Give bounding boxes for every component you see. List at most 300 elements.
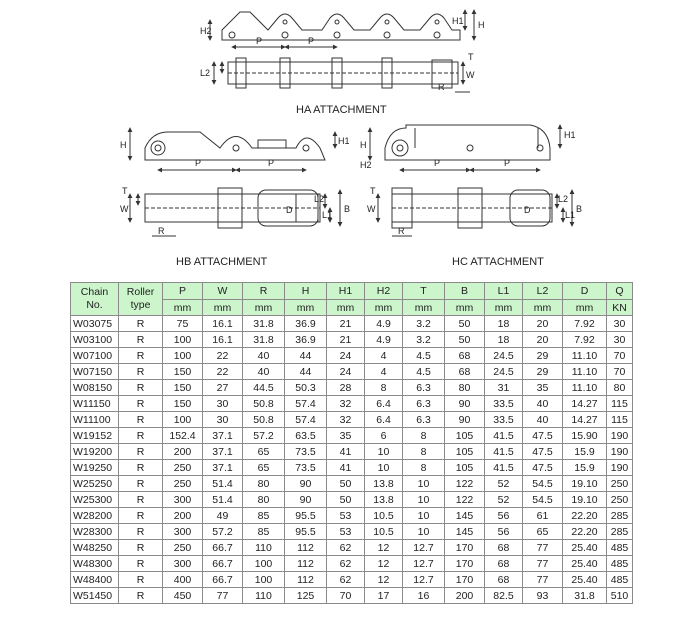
attachment-drawings: [0, 0, 692, 280]
header-unit: mm: [243, 300, 285, 316]
table-cell: R: [119, 396, 163, 412]
table-cell: 62: [327, 540, 365, 556]
table-cell: 40: [243, 348, 285, 364]
dim-l1: L1: [565, 210, 576, 220]
table-cell: 56: [485, 508, 523, 524]
dim-h: H: [478, 20, 485, 30]
table-cell: 450: [163, 588, 203, 604]
table-cell: 31.8: [563, 588, 607, 604]
table-cell: 510: [607, 588, 633, 604]
table-cell: 95.5: [285, 508, 327, 524]
table-cell: 110: [243, 588, 285, 604]
table-cell: 50.3: [285, 380, 327, 396]
dim-d: D: [286, 205, 293, 215]
table-cell: 10.5: [365, 524, 403, 540]
table-cell: 31.8: [243, 332, 285, 348]
dim-w: W: [120, 204, 129, 214]
dim-h: H: [120, 140, 127, 150]
table-cell: 11.10: [563, 348, 607, 364]
table-cell: 11.10: [563, 364, 607, 380]
header-h2: H2: [365, 283, 403, 300]
caption-ha-attachment: HA ATTACHMENT: [296, 104, 387, 116]
table-cell: R: [119, 556, 163, 572]
table-cell: 77: [523, 556, 563, 572]
header-unit: mm: [285, 300, 327, 316]
table-row: [71, 348, 633, 364]
table-cell: 6: [365, 428, 403, 444]
table-cell: 50.8: [243, 412, 285, 428]
table-cell: 4.5: [403, 348, 445, 364]
table-cell: R: [119, 428, 163, 444]
header-w: W: [203, 283, 243, 300]
dim-t: T: [122, 186, 128, 196]
table-cell: 61: [523, 508, 563, 524]
table-cell: 56: [485, 524, 523, 540]
table-cell: 15.9: [563, 444, 607, 460]
table-cell: 66.7: [203, 556, 243, 572]
table-cell: 90: [285, 492, 327, 508]
table-cell: 31.8: [243, 316, 285, 332]
table-cell: 6.3: [403, 380, 445, 396]
table-cell: 15.90: [563, 428, 607, 444]
chain-model-cell: W51450: [71, 588, 119, 604]
table-cell: 32: [327, 396, 365, 412]
table-cell: R: [119, 572, 163, 588]
dim-h2: H2: [200, 26, 212, 36]
table-cell: 37.1: [203, 428, 243, 444]
table-cell: R: [119, 588, 163, 604]
table-cell: 65: [243, 460, 285, 476]
table-cell: 30: [607, 332, 633, 348]
table-cell: 54.5: [523, 492, 563, 508]
table-cell: 77: [523, 540, 563, 556]
header-b: B: [445, 283, 485, 300]
table-cell: 200: [445, 588, 485, 604]
chain-model-cell: W48250: [71, 540, 119, 556]
table-cell: 100: [163, 332, 203, 348]
table-cell: R: [119, 332, 163, 348]
table-cell: 12: [365, 556, 403, 572]
table-cell: R: [119, 492, 163, 508]
chain-model-cell: W25300: [71, 492, 119, 508]
table-cell: 47.5: [523, 428, 563, 444]
table-cell: 29: [523, 348, 563, 364]
table-cell: 22: [203, 364, 243, 380]
table-cell: 95.5: [285, 524, 327, 540]
table-cell: 53: [327, 508, 365, 524]
table-cell: 22.20: [563, 524, 607, 540]
table-cell: 62: [327, 556, 365, 572]
table-cell: 68: [485, 540, 523, 556]
table-cell: 70: [607, 348, 633, 364]
table-cell: 19.10: [563, 476, 607, 492]
header-unit: mm: [563, 300, 607, 316]
table-cell: 485: [607, 540, 633, 556]
table-cell: 15.9: [563, 460, 607, 476]
table-cell: 36.9: [285, 332, 327, 348]
chain-model-cell: W19152: [71, 428, 119, 444]
table-cell: 105: [445, 428, 485, 444]
header-unit: mm: [163, 300, 203, 316]
table-cell: 40: [523, 412, 563, 428]
table-cell: 41: [327, 444, 365, 460]
dim-h1: H1: [338, 136, 350, 146]
table-cell: 90: [285, 476, 327, 492]
table-cell: 10: [403, 476, 445, 492]
table-row: [71, 428, 633, 444]
table-cell: 35: [523, 380, 563, 396]
table-cell: 20: [523, 332, 563, 348]
table-cell: 75: [163, 316, 203, 332]
table-cell: 12.7: [403, 572, 445, 588]
table-cell: 250: [607, 476, 633, 492]
table-cell: 50: [327, 476, 365, 492]
table-cell: 30: [203, 396, 243, 412]
table-cell: 53: [327, 524, 365, 540]
table-cell: 40: [523, 396, 563, 412]
dim-r: R: [398, 226, 405, 236]
table-cell: 57.4: [285, 412, 327, 428]
table-cell: 37.1: [203, 460, 243, 476]
table-cell: 8: [403, 428, 445, 444]
table-cell: 4.5: [403, 364, 445, 380]
table-cell: R: [119, 540, 163, 556]
table-cell: 8: [403, 460, 445, 476]
table-cell: R: [119, 524, 163, 540]
table-cell: 25.40: [563, 540, 607, 556]
table-cell: 7.92: [563, 316, 607, 332]
dim-p: P: [256, 36, 263, 46]
table-cell: 49: [203, 508, 243, 524]
table-row: [71, 332, 633, 348]
header-unit: mm: [523, 300, 563, 316]
table-cell: 285: [607, 508, 633, 524]
table-row: [71, 444, 633, 460]
table-cell: 200: [163, 444, 203, 460]
header-q: Q: [607, 283, 633, 300]
dim-h: H: [360, 140, 367, 150]
table-cell: 190: [607, 444, 633, 460]
table-cell: 12: [365, 572, 403, 588]
table-row: [71, 380, 633, 396]
chain-model-cell: W07100: [71, 348, 119, 364]
table-cell: 33.5: [485, 396, 523, 412]
dim-w: W: [367, 204, 376, 214]
chain-model-cell: W28300: [71, 524, 119, 540]
table-cell: 65: [523, 524, 563, 540]
table-cell: 190: [607, 460, 633, 476]
dim-r: R: [438, 82, 445, 92]
table-cell: 285: [607, 524, 633, 540]
table-cell: 51.4: [203, 492, 243, 508]
table-cell: 150: [163, 396, 203, 412]
table-cell: 6.4: [365, 396, 403, 412]
table-cell: 47.5: [523, 460, 563, 476]
table-cell: 77: [203, 588, 243, 604]
header-h1: H1: [327, 283, 365, 300]
table-cell: 24: [327, 348, 365, 364]
table-cell: 68: [445, 364, 485, 380]
table-cell: 21: [327, 332, 365, 348]
table-cell: 27: [203, 380, 243, 396]
table-cell: 21: [327, 316, 365, 332]
table-cell: 145: [445, 508, 485, 524]
table-cell: 3.2: [403, 316, 445, 332]
table-cell: R: [119, 380, 163, 396]
table-cell: 41: [327, 460, 365, 476]
table-cell: 4.9: [365, 332, 403, 348]
hc-side-view: [370, 125, 560, 170]
table-cell: 85: [243, 524, 285, 540]
table-cell: 85: [243, 508, 285, 524]
table-cell: 20: [523, 316, 563, 332]
header-chain-no: Chain No.: [71, 283, 119, 316]
table-cell: 90: [445, 412, 485, 428]
table-cell: 22: [203, 348, 243, 364]
table-cell: R: [119, 348, 163, 364]
table-cell: R: [119, 460, 163, 476]
dim-t: T: [468, 52, 474, 62]
table-cell: R: [119, 444, 163, 460]
table-cell: 10: [403, 524, 445, 540]
table-cell: 66.7: [203, 572, 243, 588]
table-cell: 68: [445, 348, 485, 364]
table-cell: 125: [285, 588, 327, 604]
caption-hb-attachment: HB ATTACHMENT: [176, 256, 268, 268]
header-roller-type: Roller type: [119, 283, 163, 316]
table-cell: 41.5: [485, 428, 523, 444]
table-cell: 25.40: [563, 556, 607, 572]
table-cell: 3.2: [403, 332, 445, 348]
table-cell: 7.92: [563, 332, 607, 348]
header-d: D: [563, 283, 607, 300]
table-cell: 52: [485, 476, 523, 492]
table-row: [71, 460, 633, 476]
dim-b: B: [576, 204, 583, 214]
chain-model-cell: W25250: [71, 476, 119, 492]
dim-h1: H1: [452, 16, 464, 26]
table-row: [71, 508, 633, 524]
table-cell: R: [119, 316, 163, 332]
dim-p: P: [268, 158, 275, 168]
table-cell: 65: [243, 444, 285, 460]
header-unit: mm: [203, 300, 243, 316]
header-unit: KN: [607, 300, 633, 316]
table-cell: 200: [163, 508, 203, 524]
table-cell: 13.8: [365, 476, 403, 492]
table-cell: 105: [445, 444, 485, 460]
table-cell: 11.10: [563, 380, 607, 396]
table-cell: 50: [327, 492, 365, 508]
table-cell: 100: [163, 348, 203, 364]
table-cell: 300: [163, 492, 203, 508]
table-cell: 13.8: [365, 492, 403, 508]
chain-model-cell: W48300: [71, 556, 119, 572]
table-cell: 80: [243, 492, 285, 508]
table-cell: 12.7: [403, 556, 445, 572]
table-cell: 150: [163, 380, 203, 396]
table-cell: 47.5: [523, 444, 563, 460]
header-r: R: [243, 283, 285, 300]
table-cell: 100: [243, 556, 285, 572]
table-cell: 8: [365, 380, 403, 396]
chain-model-cell: W08150: [71, 380, 119, 396]
table-cell: 57.4: [285, 396, 327, 412]
table-cell: 6.4: [365, 412, 403, 428]
table-cell: 19.10: [563, 492, 607, 508]
table-cell: 73.5: [285, 460, 327, 476]
ha-plan-view: [214, 58, 470, 92]
table-cell: 14.27: [563, 396, 607, 412]
table-cell: 150: [163, 364, 203, 380]
header-p: P: [163, 283, 203, 300]
table-row: [71, 396, 633, 412]
header-unit: mm: [327, 300, 365, 316]
table-cell: 115: [607, 396, 633, 412]
table-cell: R: [119, 508, 163, 524]
table-cell: 52: [485, 492, 523, 508]
table-cell: 41.5: [485, 460, 523, 476]
chain-spec-table: [70, 282, 633, 604]
chain-model-cell: W03100: [71, 332, 119, 348]
chain-model-cell: W48400: [71, 572, 119, 588]
table-cell: 28: [327, 380, 365, 396]
table-cell: 100: [243, 572, 285, 588]
dim-l2: L2: [314, 194, 325, 204]
table-cell: 77: [523, 572, 563, 588]
table-cell: 400: [163, 572, 203, 588]
table-cell: 4: [365, 348, 403, 364]
table-cell: 485: [607, 556, 633, 572]
table-cell: 10: [365, 460, 403, 476]
table-cell: 50: [445, 316, 485, 332]
table-row: [71, 524, 633, 540]
table-cell: 122: [445, 492, 485, 508]
table-cell: 10: [403, 492, 445, 508]
table-cell: 24.5: [485, 348, 523, 364]
dim-t: T: [370, 186, 376, 196]
header-t: T: [403, 283, 445, 300]
table-cell: 29: [523, 364, 563, 380]
dim-p: P: [308, 36, 315, 46]
table-cell: 22.20: [563, 508, 607, 524]
table-cell: 4.9: [365, 316, 403, 332]
table-cell: 16.1: [203, 316, 243, 332]
table-cell: 30: [203, 412, 243, 428]
table-cell: 12.7: [403, 540, 445, 556]
hb-side-view: [130, 128, 335, 170]
table-row: [71, 412, 633, 428]
table-cell: 250: [163, 460, 203, 476]
table-cell: 190: [607, 428, 633, 444]
table-cell: R: [119, 476, 163, 492]
chain-model-cell: W28200: [71, 508, 119, 524]
table-cell: 250: [163, 540, 203, 556]
dim-d: D: [524, 205, 531, 215]
table-cell: 170: [445, 540, 485, 556]
table-cell: 57.2: [203, 524, 243, 540]
table-row: [71, 540, 633, 556]
chain-model-cell: W07150: [71, 364, 119, 380]
table-cell: 16.1: [203, 332, 243, 348]
table-cell: 12: [365, 540, 403, 556]
table-cell: 250: [607, 492, 633, 508]
table-cell: 18: [485, 316, 523, 332]
table-cell: 70: [607, 364, 633, 380]
table-cell: 44: [285, 364, 327, 380]
dim-l1: L1: [322, 210, 333, 220]
table-row: [71, 588, 633, 604]
dim-h1: H1: [564, 130, 576, 140]
dim-r: R: [158, 226, 165, 236]
table-cell: 170: [445, 556, 485, 572]
table-cell: 100: [163, 412, 203, 428]
table-cell: 485: [607, 572, 633, 588]
ha-side-view: [210, 10, 474, 47]
table-cell: 50: [445, 332, 485, 348]
table-row: [71, 364, 633, 380]
chain-model-cell: W19200: [71, 444, 119, 460]
table-cell: 37.1: [203, 444, 243, 460]
table-cell: 66.7: [203, 540, 243, 556]
chain-model-cell: W19250: [71, 460, 119, 476]
table-cell: 10.5: [365, 508, 403, 524]
table-cell: 112: [285, 556, 327, 572]
chain-model-cell: W03075: [71, 316, 119, 332]
dim-p: P: [195, 158, 202, 168]
table-cell: 152.4: [163, 428, 203, 444]
table-cell: 33.5: [485, 412, 523, 428]
table-cell: 90: [445, 396, 485, 412]
hc-plan-view: [378, 188, 572, 236]
table-cell: 170: [445, 572, 485, 588]
table-row: [71, 316, 633, 332]
table-cell: 300: [163, 524, 203, 540]
table-cell: 4: [365, 364, 403, 380]
header-h: H: [285, 283, 327, 300]
table-row: [71, 556, 633, 572]
header-l2: L2: [523, 283, 563, 300]
chain-model-cell: W11100: [71, 412, 119, 428]
caption-hc-attachment: HC ATTACHMENT: [452, 256, 544, 268]
table-cell: 54.5: [523, 476, 563, 492]
table-cell: 82.5: [485, 588, 523, 604]
table-cell: 31: [485, 380, 523, 396]
table-cell: 44.5: [243, 380, 285, 396]
dim-p: P: [504, 158, 511, 168]
table-cell: 62: [327, 572, 365, 588]
table-row: [71, 492, 633, 508]
table-cell: 73.5: [285, 444, 327, 460]
table-cell: 145: [445, 524, 485, 540]
table-row: [71, 476, 633, 492]
table-cell: 24.5: [485, 364, 523, 380]
table-cell: 10: [365, 444, 403, 460]
dim-p: P: [434, 158, 441, 168]
header-l1: L1: [485, 283, 523, 300]
table-cell: 50.8: [243, 396, 285, 412]
table-cell: 10: [403, 508, 445, 524]
header-unit: mm: [445, 300, 485, 316]
table-cell: 105: [445, 460, 485, 476]
table-cell: 51.4: [203, 476, 243, 492]
table-cell: 80: [607, 380, 633, 396]
table-cell: 68: [485, 556, 523, 572]
table-cell: 112: [285, 540, 327, 556]
dim-w: W: [466, 70, 475, 80]
table-cell: 63.5: [285, 428, 327, 444]
table-cell: 16: [403, 588, 445, 604]
